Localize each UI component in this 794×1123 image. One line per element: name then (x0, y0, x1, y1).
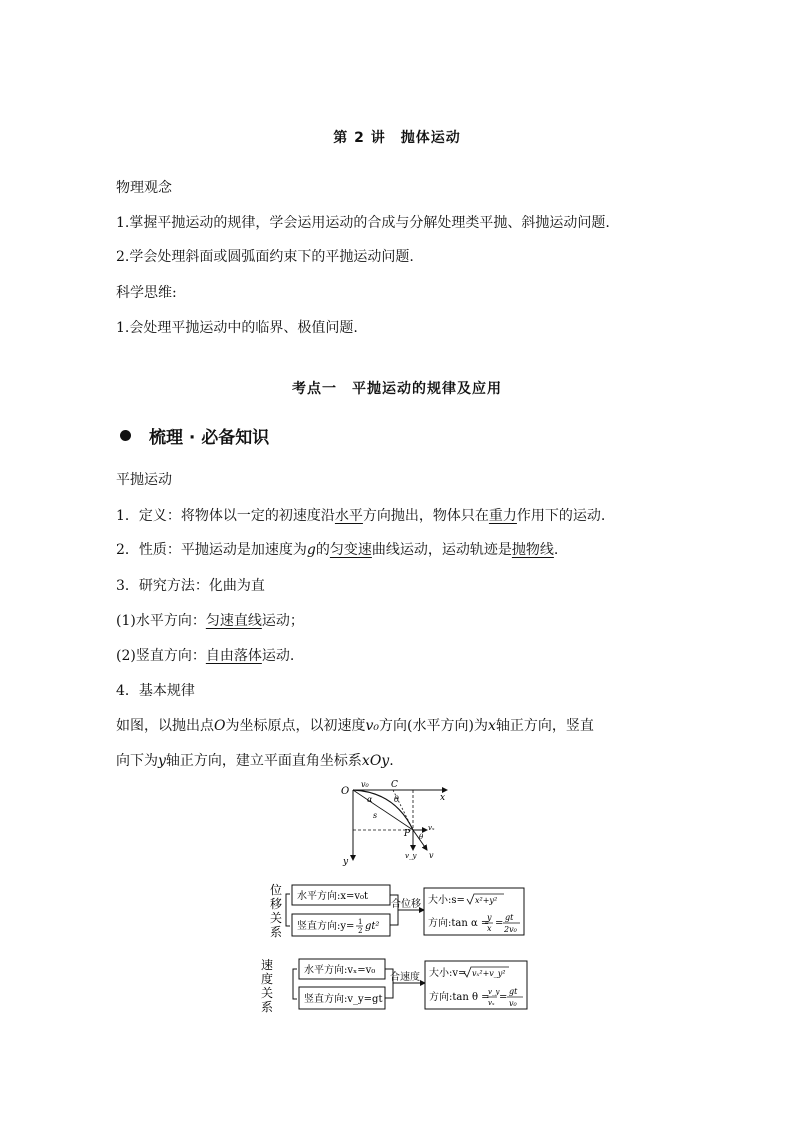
text-span: (1)水平方向： (116, 613, 206, 629)
frac-den: 2 (358, 927, 363, 935)
label-C: C (391, 780, 398, 790)
method-line: 3．研究方法：化曲为直 (116, 578, 265, 594)
text-span: 方向抛出，物体只在 (362, 508, 489, 524)
math-var: x (487, 718, 496, 734)
size-label: 大小:s= (428, 895, 465, 906)
label-vy: v_y (405, 852, 417, 860)
dir-eq: = (495, 918, 504, 929)
left-bracket (286, 894, 290, 926)
dir-num2: gt (509, 987, 518, 996)
horizontal-line (116, 610, 304, 630)
projectile-figure (335, 778, 460, 868)
objective-item-2: 2.学会处理斜面或圆弧面约束下的平抛运动问题. (116, 249, 414, 265)
dir-label: 方向:tan θ = (429, 992, 490, 1003)
dir-num1: y (487, 913, 492, 922)
dir-label: 方向:tan α = (428, 918, 490, 929)
frac-num: 1 (358, 918, 363, 926)
label-x: x (440, 793, 446, 803)
text-span: 2．性质：平抛运动是加速度为 (116, 542, 307, 558)
size-label: 大小:v= (429, 968, 467, 979)
text-span: 的 (315, 542, 330, 558)
displacement-line (353, 790, 413, 830)
side-char: 位 (270, 883, 283, 897)
text-span: 1．定义：将物体以一定的初速度沿 (116, 508, 335, 524)
size-expr: vₓ²+v_y² (472, 969, 506, 978)
math-var: y (158, 753, 166, 769)
vertical-label: 竖直方向:y= (297, 921, 355, 932)
displacement-diagram (264, 880, 528, 942)
side-char: 关 (261, 986, 274, 1000)
math-var: xOy (361, 753, 390, 769)
answer-blank: 自由落体 (205, 648, 262, 664)
knowledge-subhead (120, 423, 269, 448)
text-span: . (553, 542, 559, 558)
label-O: O (341, 786, 350, 797)
text-span: 如图，以抛出点 (116, 718, 214, 734)
label-v0: v₀ (361, 780, 369, 789)
description-line-1 (116, 715, 594, 735)
label-alpha: α (367, 795, 373, 804)
answer-blank: 匀速直线 (205, 613, 262, 629)
topic-heading: 平抛运动 (116, 472, 172, 488)
math-var: O (214, 718, 226, 734)
text-span: (2)竖直方向： (116, 648, 206, 664)
side-char: 速 (261, 958, 274, 972)
physics-concept-heading: 物理观念 (116, 180, 172, 196)
answer-blank: 水平 (334, 508, 363, 524)
label-s: s (373, 811, 378, 820)
label-theta2: θ (419, 833, 424, 841)
text-span: 轴正方向，建立平面直角坐标系 (165, 753, 362, 769)
size-expr: x²+y² (475, 896, 498, 905)
dir-eq: = (499, 992, 508, 1003)
text-span: 运动； (261, 613, 304, 629)
text-span: 作用下的运动. (516, 508, 606, 524)
label-v: v (429, 851, 434, 860)
label-y: y (343, 857, 349, 867)
definition-line (116, 505, 605, 525)
side-char: 系 (270, 925, 283, 939)
bullet-dot-icon (120, 430, 131, 441)
dir-den1: x (487, 924, 492, 933)
rules-heading: 4．基本规律 (116, 683, 195, 699)
objective-item-3: 1.会处理平抛运动中的临界、极值问题. (116, 320, 358, 336)
combine-label: 合位移 (391, 899, 421, 910)
dir-den2: 2v₀ (504, 925, 517, 934)
text-span: 轴正方向，竖直 (495, 718, 594, 734)
velocity-diagram (259, 955, 531, 1015)
label-P: P (404, 829, 411, 839)
horizontal-label: 水平方向:x=v₀t (297, 891, 369, 902)
answer-blank: 抛物线 (511, 542, 554, 558)
dir-num1: v_y (488, 988, 500, 996)
left-bracket (293, 969, 297, 999)
text-span: 为坐标原点，以初速度 (225, 718, 366, 734)
text-span: . (389, 753, 394, 769)
dir-num2: gt (505, 913, 514, 922)
subhead-text: 梳理 · 必备知识 (149, 428, 270, 448)
science-thinking-heading: 科学思维: (116, 285, 177, 301)
math-var: v₀ (365, 718, 380, 734)
vertical-tail: gt² (365, 921, 380, 932)
answer-blank: 匀变速 (329, 542, 372, 558)
label-vx: vₓ (428, 824, 435, 832)
property-line (116, 539, 558, 559)
dir-den1: vₓ (488, 999, 495, 1007)
combine-label: 合速度 (390, 972, 420, 983)
text-span: 运动. (261, 648, 295, 664)
description-line-2 (116, 750, 394, 770)
text-span: 向下为 (116, 753, 158, 769)
vertical-line (116, 645, 294, 665)
page-title: 第 2 讲 抛体运动 (333, 130, 461, 146)
answer-blank: 重力 (488, 508, 517, 524)
dir-den2: v₀ (509, 999, 517, 1008)
section-title: 考点一 平抛运动的规律及应用 (292, 381, 502, 397)
side-char: 系 (261, 1000, 274, 1014)
horizontal-label: 水平方向:vₓ=v₀ (304, 965, 376, 976)
text-span: 曲线运动，运动轨迹是 (371, 542, 512, 558)
math-var: g (306, 542, 316, 558)
text-span: 方向(水平方向)为 (379, 718, 488, 734)
side-char: 移 (270, 897, 283, 911)
side-char: 关 (270, 911, 283, 925)
side-char: 度 (261, 972, 274, 986)
vertical-label: 竖直方向:v_y=gt (304, 994, 383, 1005)
label-theta: θ (394, 795, 399, 804)
objective-item-1: 1.掌握平抛运动的规律，学会运用运动的合成与分解处理类平抛、斜抛运动问题. (116, 215, 610, 231)
